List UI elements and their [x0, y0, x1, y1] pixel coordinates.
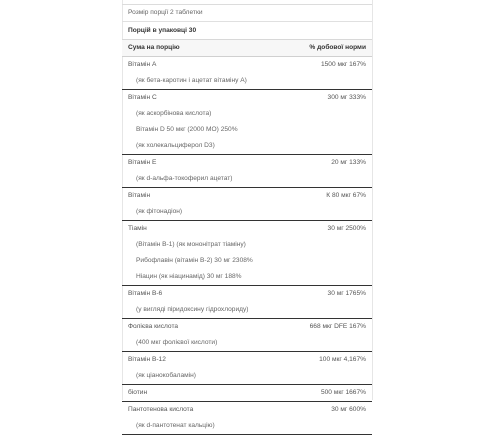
nutrient-name: Вітамін В-12: [128, 356, 166, 364]
nutrient-group: [122, 385, 372, 402]
nutrient-group: [122, 90, 372, 155]
nutrient-group: [122, 155, 372, 188]
nutrient-line: [122, 155, 372, 171]
nutrient-value: 30 мг 2500%: [327, 225, 366, 233]
nutrient-detail-line: [122, 368, 372, 384]
daily-value-header: % добової норми: [309, 44, 366, 52]
nutrient-name: Вітамін Е: [128, 159, 157, 167]
nutrient-name: (як d-альфа-токоферил ацетат): [136, 175, 233, 183]
nutrient-name: (як ціанокобаламін): [136, 372, 196, 380]
panel-right-border: [372, 0, 373, 400]
nutrient-detail-line: [122, 106, 372, 122]
nutrient-name: (у вигляді піридоксину гідрохлориду): [136, 306, 249, 314]
nutrient-name: Пантотенова кислота: [128, 406, 194, 414]
nutrient-line: [122, 352, 372, 368]
nutrient-line: [122, 286, 372, 302]
table-header: [122, 40, 372, 57]
nutrient-value: 1500 мкг 167%: [320, 61, 366, 69]
nutrient-value: 20 мг 133%: [331, 159, 366, 167]
nutrient-line: [122, 385, 372, 401]
servings-per-container: Порцій в упаковці 30: [128, 26, 197, 34]
nutrient-value: 500 мкг 1667%: [320, 389, 366, 397]
nutrient-detail-line: [122, 418, 372, 434]
nutrient-detail-line: [122, 237, 372, 253]
nutrient-value: 668 мкг DFE 167%: [309, 323, 366, 331]
nutrient-name: (як аскорбінова кислота): [136, 110, 212, 118]
nutrient-line: [122, 90, 372, 106]
nutrient-list: [122, 57, 372, 435]
nutrient-detail-line: [122, 253, 372, 269]
nutrient-detail-line: [122, 122, 372, 138]
nutrient-name: Вітамін D 50 мкг (2000 МО) 250%: [136, 126, 238, 134]
nutrient-detail-line: [122, 204, 372, 220]
nutrient-name: (400 мкг фолієвої кислоти): [136, 339, 218, 347]
nutrient-detail-line: [122, 302, 372, 318]
nutrient-name: (як фітонадіон): [136, 208, 183, 216]
supplement-facts-panel: [122, 5, 372, 430]
serving-size-row: [122, 5, 372, 22]
nutrient-name: Фолієва кислота: [128, 323, 179, 331]
nutrient-name: (як холекальциферол D3): [136, 142, 215, 150]
nutrient-name: Вітамін А: [128, 61, 157, 69]
nutrient-name: (як бета-каротин і ацетат вітаміну А): [136, 77, 247, 85]
serving-size: Розмір порції 2 таблетки: [128, 9, 203, 17]
nutrient-name: (Вітамін В-1) (як мононітрат тіаміну): [136, 241, 246, 249]
nutrient-value: 100 мкг 4,167%: [319, 356, 366, 364]
nutrient-value: К 80 мкг 67%: [326, 192, 366, 200]
nutrient-line: [122, 188, 372, 204]
nutrient-group: [122, 286, 372, 319]
nutrient-group: [122, 352, 372, 385]
nutrient-value: 30 мг 1765%: [327, 290, 366, 298]
nutrient-name: Вітамін С: [128, 94, 157, 102]
nutrient-line: [122, 319, 372, 335]
servings-per-container-row: [122, 22, 372, 40]
nutrient-name: Ніацин (як ніацинамід) 30 мг 188%: [136, 273, 242, 281]
nutrient-detail-line: [122, 269, 372, 285]
nutrient-detail-line: [122, 138, 372, 154]
nutrient-detail-line: [122, 335, 372, 351]
nutrient-detail-line: [122, 171, 372, 187]
nutrient-group: [122, 221, 372, 286]
nutrient-name: (як d-пантотенат кальцію): [136, 422, 215, 430]
nutrient-value: 30 мг 600%: [331, 406, 366, 414]
nutrient-group: [122, 57, 372, 90]
nutrient-line: [122, 221, 372, 237]
nutrient-group: [122, 188, 372, 221]
nutrient-name: Вітамін В-6: [128, 290, 163, 298]
nutrient-line: [122, 57, 372, 73]
nutrient-name: Рибофлавін (вітамін В-2) 30 мг 2308%: [136, 257, 253, 265]
nutrient-value: 300 мг 333%: [327, 94, 366, 102]
nutrient-name: Тіамін: [128, 225, 147, 233]
nutrient-group: [122, 319, 372, 352]
nutrient-name: біотин: [128, 389, 148, 397]
amount-header: Сума на порцію: [128, 44, 180, 52]
nutrient-line: [122, 402, 372, 418]
nutrient-name: Вітамін: [128, 192, 151, 200]
nutrient-detail-line: [122, 73, 372, 89]
nutrient-group: [122, 402, 372, 435]
